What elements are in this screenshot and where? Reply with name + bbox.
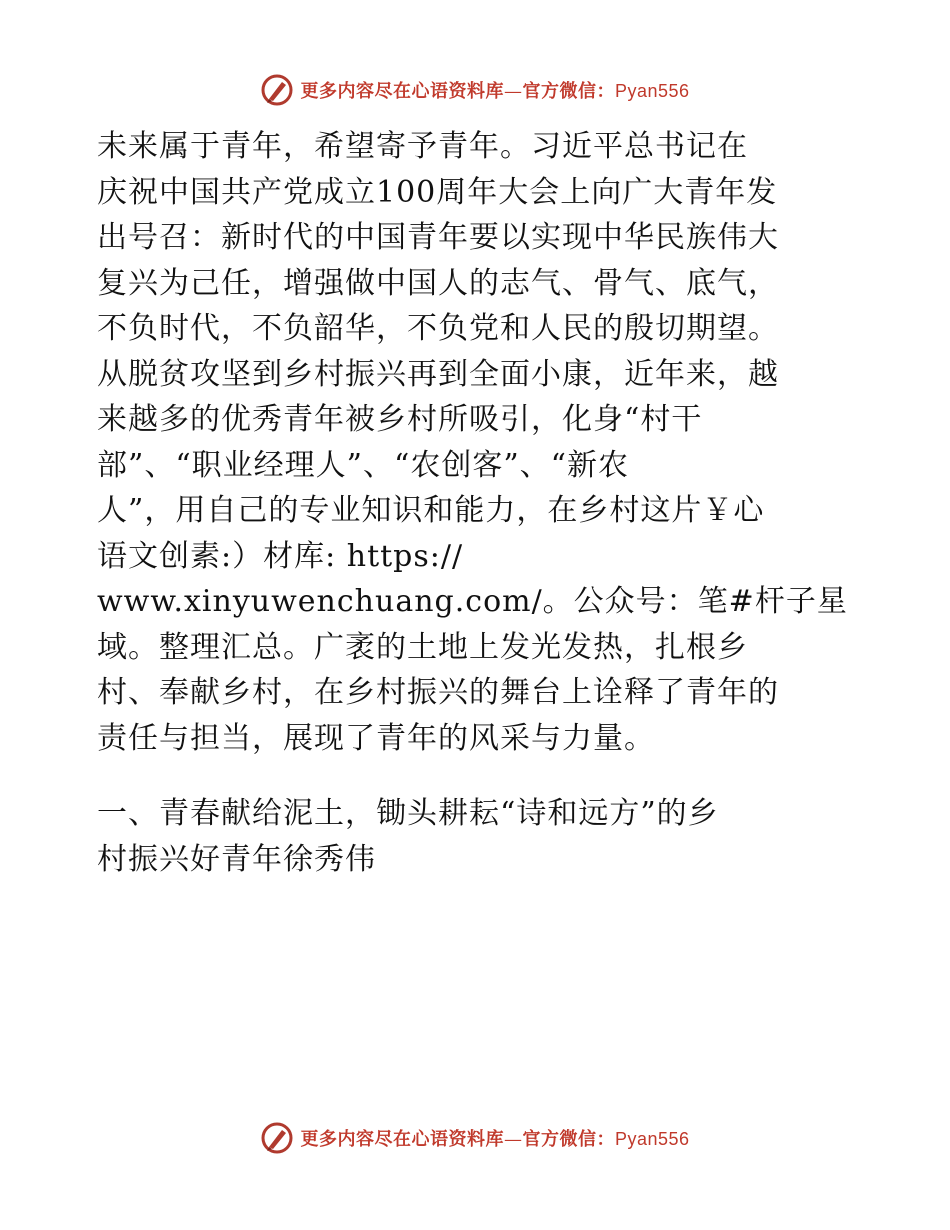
pen-logo-icon: [260, 1121, 294, 1155]
text-line: 庆祝中国共产党成立100周年大会上向广大青年发: [97, 174, 778, 210]
pen-logo-icon: [260, 73, 294, 107]
watermark-dash: —: [503, 81, 523, 102]
footer-watermark: [0, 1118, 950, 1158]
text-line: 不负时代，不负韶华，不负党和人民的殷切期望。: [97, 311, 779, 346]
text-line: www.xinyuwenchuang.com/。公众号：笔#杆子星: [97, 584, 848, 619]
watermark-suffix: 官方微信：: [522, 1129, 615, 1150]
watermark-id: Pyan556: [614, 81, 690, 101]
text-line: 复兴为己任，增强做中国人的志气、骨气、底气，: [97, 265, 779, 301]
watermark-id: Pyan556: [614, 1129, 690, 1149]
watermark-text: [300, 1125, 689, 1151]
paragraph-spacer: [97, 761, 857, 791]
paragraph-intro: [97, 124, 857, 761]
watermark-suffix: 官方微信：: [522, 81, 615, 102]
watermark-main: 更多内容尽在心语资料库: [300, 1129, 504, 1150]
text-line: 部”、“职业经理人”、“农创客”、“新农: [97, 447, 630, 483]
document-body: [97, 124, 857, 882]
text-line: 责任与担当，展现了青年的风采与力量。: [97, 720, 655, 756]
section-heading: [97, 791, 857, 882]
text-line: 从脱贫攻坚到乡村振兴再到全面小康，近年来，越: [97, 356, 779, 392]
text-line: 语文创素:）材库: https://: [97, 538, 464, 574]
text-line: 来越多的优秀青年被乡村所吸引，化身“村干: [97, 402, 703, 437]
text-line: 人”，用自己的专业知识和能力，在乡村这片￥心: [97, 493, 765, 528]
watermark-dash: —: [503, 1129, 523, 1150]
text-line: 域。整理汇总。广袤的土地上发光发热，扎根乡: [97, 629, 748, 665]
heading-line: 村振兴好青年徐秀伟: [97, 841, 376, 877]
text-line: 出号召：新时代的中国青年要以实现中华民族伟大: [97, 220, 779, 255]
heading-line: 一、青春献给泥土，锄头耕耘“诗和远方”的乡: [97, 796, 719, 831]
watermark-main: 更多内容尽在心语资料库: [300, 81, 504, 102]
header-watermark: [0, 70, 950, 110]
watermark-text: [300, 77, 689, 103]
text-line: 村、奉献乡村，在乡村振兴的舞台上诠释了青年的: [97, 675, 779, 710]
text-line: 未来属于青年，希望寄予青年。习近平总书记在: [97, 129, 748, 164]
